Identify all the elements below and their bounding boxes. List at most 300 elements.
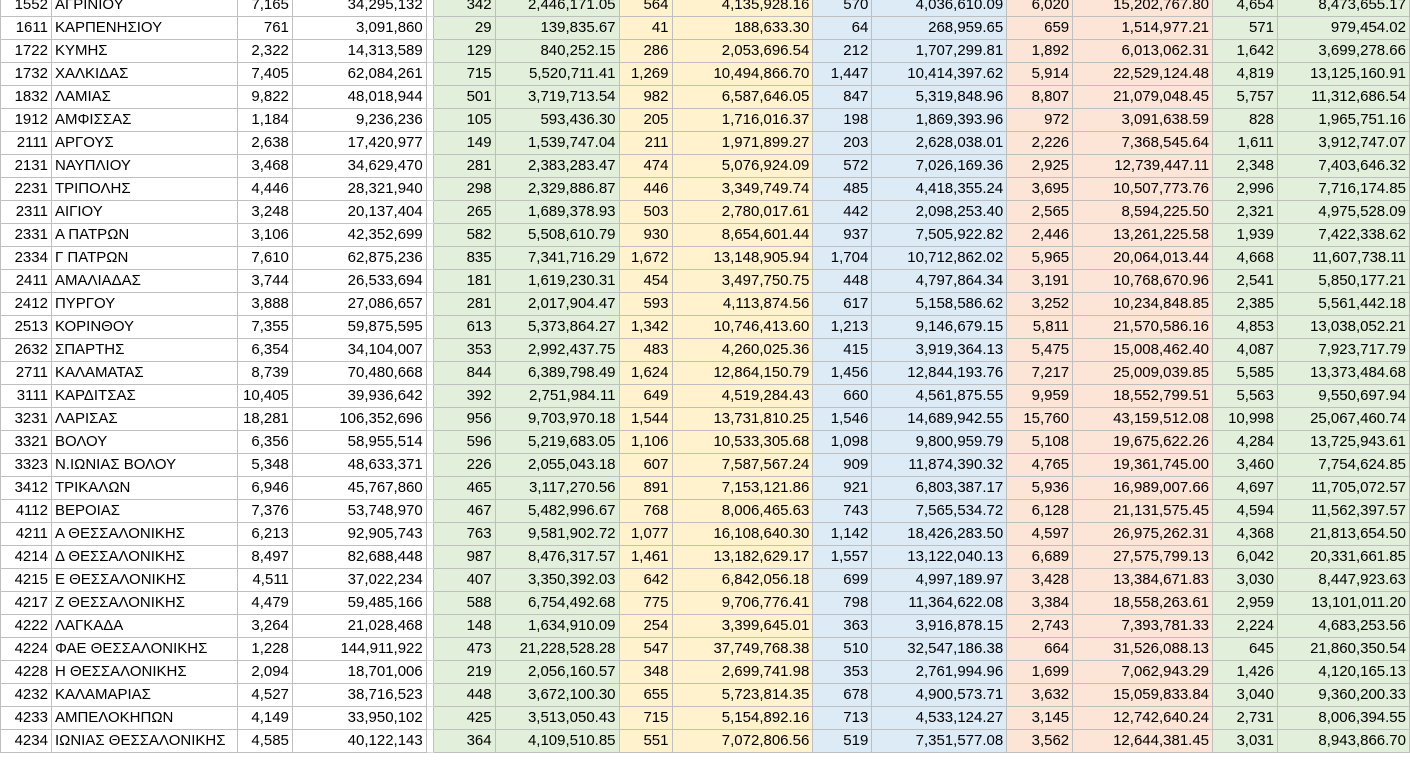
cell-office-name[interactable]: ΛΑΓΚΑΔΑ [51, 615, 237, 638]
cell-count-blue[interactable]: 1,142 [813, 523, 872, 546]
cell-amount-yellow[interactable]: 7,587,567.24 [672, 454, 813, 477]
cell-count-green-2[interactable]: 5,563 [1213, 385, 1278, 408]
cell-amount-yellow[interactable]: 5,723,814.35 [672, 684, 813, 707]
cell-count-green-2[interactable]: 4,654 [1213, 0, 1278, 17]
cell-office-code[interactable]: 2711 [1, 362, 52, 385]
cell-amount-green[interactable]: 840,252.15 [495, 40, 619, 63]
cell-count-total[interactable]: 3,248 [237, 201, 292, 224]
cell-amount-green-2[interactable]: 5,561,442.18 [1277, 293, 1409, 316]
cell-amount-green-2[interactable]: 21,860,350.54 [1277, 638, 1409, 661]
cell-count-yellow[interactable]: 446 [619, 178, 672, 201]
cell-amount-yellow[interactable]: 2,780,017.61 [672, 201, 813, 224]
cell-office-name[interactable]: Ν.ΙΩΝΙΑΣ ΒΟΛΟΥ [51, 454, 237, 477]
cell-count-green-2[interactable]: 1,939 [1213, 224, 1278, 247]
cell-count-blue[interactable]: 678 [813, 684, 872, 707]
cell-amount-blue[interactable]: 4,036,610.09 [872, 0, 1007, 17]
cell-count-peach[interactable]: 3,695 [1007, 178, 1073, 201]
cell-amount-total[interactable]: 9,236,236 [292, 109, 426, 132]
cell-count-green[interactable]: 465 [433, 477, 495, 500]
cell-office-name[interactable]: ΛΑΜΙΑΣ [51, 86, 237, 109]
cell-amount-blue[interactable]: 4,900,573.71 [872, 684, 1007, 707]
cell-amount-green-2[interactable]: 11,607,738.11 [1277, 247, 1409, 270]
cell-amount-green[interactable]: 9,703,970.18 [495, 408, 619, 431]
cell-count-green[interactable]: 987 [433, 546, 495, 569]
cell-amount-peach[interactable]: 6,013,062.31 [1073, 40, 1213, 63]
cell-count-total[interactable]: 3,888 [237, 293, 292, 316]
cell-count-total[interactable]: 4,511 [237, 569, 292, 592]
cell-office-name[interactable]: ΤΡΙΚΑΛΩΝ [51, 477, 237, 500]
cell-amount-yellow[interactable]: 3,349,749.74 [672, 178, 813, 201]
cell-amount-blue[interactable]: 268,959.65 [872, 17, 1007, 40]
cell-office-name[interactable]: Γ ΠΑΤΡΩΝ [51, 247, 237, 270]
cell-count-blue[interactable]: 847 [813, 86, 872, 109]
cell-count-yellow[interactable]: 655 [619, 684, 672, 707]
cell-amount-peach[interactable]: 1,514,977.21 [1073, 17, 1213, 40]
cell-count-blue[interactable]: 1,704 [813, 247, 872, 270]
cell-amount-green-2[interactable]: 9,550,697.94 [1277, 385, 1409, 408]
cell-amount-peach[interactable]: 10,768,670.96 [1073, 270, 1213, 293]
cell-count-green-2[interactable]: 2,996 [1213, 178, 1278, 201]
cell-amount-peach[interactable]: 13,261,225.58 [1073, 224, 1213, 247]
cell-count-total[interactable]: 3,744 [237, 270, 292, 293]
cell-count-green[interactable]: 501 [433, 86, 495, 109]
cell-amount-peach[interactable]: 18,552,799.51 [1073, 385, 1213, 408]
cell-amount-yellow[interactable]: 12,864,150.79 [672, 362, 813, 385]
cell-count-green-2[interactable]: 2,321 [1213, 201, 1278, 224]
cell-office-name[interactable]: Ε ΘΕΣΣΑΛΟΝΙΚΗΣ [51, 569, 237, 592]
cell-count-blue[interactable]: 415 [813, 339, 872, 362]
cell-count-green[interactable]: 353 [433, 339, 495, 362]
cell-count-blue[interactable]: 572 [813, 155, 872, 178]
cell-count-yellow[interactable]: 775 [619, 592, 672, 615]
cell-count-blue[interactable]: 798 [813, 592, 872, 615]
cell-amount-green-2[interactable]: 3,912,747.07 [1277, 132, 1409, 155]
cell-office-code[interactable]: 1722 [1, 40, 52, 63]
cell-amount-green[interactable]: 2,383,283.47 [495, 155, 619, 178]
cell-office-name[interactable]: ΤΡΙΠΟΛΗΣ [51, 178, 237, 201]
cell-office-code[interactable]: 3231 [1, 408, 52, 431]
cell-amount-blue[interactable]: 11,364,622.08 [872, 592, 1007, 615]
cell-count-total[interactable]: 6,213 [237, 523, 292, 546]
cell-office-code[interactable]: 4112 [1, 500, 52, 523]
cell-count-total[interactable]: 2,638 [237, 132, 292, 155]
cell-count-green[interactable]: 582 [433, 224, 495, 247]
cell-amount-peach[interactable]: 10,234,848.85 [1073, 293, 1213, 316]
cell-amount-yellow[interactable]: 10,494,866.70 [672, 63, 813, 86]
cell-amount-blue[interactable]: 4,561,875.55 [872, 385, 1007, 408]
cell-count-peach[interactable]: 2,565 [1007, 201, 1073, 224]
cell-amount-peach[interactable]: 31,526,088.13 [1073, 638, 1213, 661]
cell-office-code[interactable]: 2334 [1, 247, 52, 270]
cell-count-yellow[interactable]: 1,461 [619, 546, 672, 569]
cell-office-code[interactable]: 4224 [1, 638, 52, 661]
cell-count-blue[interactable]: 699 [813, 569, 872, 592]
cell-count-blue[interactable]: 448 [813, 270, 872, 293]
cell-office-code[interactable]: 1611 [1, 17, 52, 40]
cell-amount-total[interactable]: 58,955,514 [292, 431, 426, 454]
cell-count-green[interactable]: 588 [433, 592, 495, 615]
cell-amount-green[interactable]: 139,835.67 [495, 17, 619, 40]
cell-amount-blue[interactable]: 4,418,355.24 [872, 178, 1007, 201]
cell-amount-total[interactable]: 40,122,143 [292, 730, 426, 753]
cell-amount-peach[interactable]: 21,131,575.45 [1073, 500, 1213, 523]
cell-count-green[interactable]: 105 [433, 109, 495, 132]
cell-amount-blue[interactable]: 5,319,848.96 [872, 86, 1007, 109]
cell-office-code[interactable]: 2412 [1, 293, 52, 316]
cell-amount-yellow[interactable]: 1,716,016.37 [672, 109, 813, 132]
cell-count-peach[interactable]: 3,428 [1007, 569, 1073, 592]
cell-amount-blue[interactable]: 2,761,994.96 [872, 661, 1007, 684]
cell-office-code[interactable]: 3111 [1, 385, 52, 408]
cell-count-blue[interactable]: 1,098 [813, 431, 872, 454]
cell-count-green[interactable]: 613 [433, 316, 495, 339]
cell-amount-yellow[interactable]: 2,699,741.98 [672, 661, 813, 684]
cell-count-blue[interactable]: 909 [813, 454, 872, 477]
cell-amount-total[interactable]: 144,911,922 [292, 638, 426, 661]
cell-office-code[interactable]: 2513 [1, 316, 52, 339]
cell-count-peach[interactable]: 15,760 [1007, 408, 1073, 431]
cell-office-name[interactable]: ΙΩΝΙΑΣ ΘΕΣΣΑΛΟΝΙΚΗΣ [51, 730, 237, 753]
cell-count-total[interactable]: 18,281 [237, 408, 292, 431]
cell-count-green[interactable]: 448 [433, 684, 495, 707]
cell-amount-green[interactable]: 3,117,270.56 [495, 477, 619, 500]
cell-amount-total[interactable]: 92,905,743 [292, 523, 426, 546]
cell-count-yellow[interactable]: 41 [619, 17, 672, 40]
cell-amount-green-2[interactable]: 979,454.02 [1277, 17, 1409, 40]
cell-amount-total[interactable]: 53,748,970 [292, 500, 426, 523]
cell-amount-green-2[interactable]: 8,473,655.17 [1277, 0, 1409, 17]
cell-amount-green[interactable]: 6,389,798.49 [495, 362, 619, 385]
cell-amount-peach[interactable]: 20,064,013.44 [1073, 247, 1213, 270]
cell-office-name[interactable]: ΚΥΜΗΣ [51, 40, 237, 63]
cell-count-green-2[interactable]: 1,426 [1213, 661, 1278, 684]
cell-amount-green[interactable]: 1,619,230.31 [495, 270, 619, 293]
cell-amount-peach[interactable]: 7,368,545.64 [1073, 132, 1213, 155]
cell-amount-blue[interactable]: 9,800,959.79 [872, 431, 1007, 454]
cell-amount-green-2[interactable]: 1,965,751.16 [1277, 109, 1409, 132]
cell-amount-green[interactable]: 5,482,996.67 [495, 500, 619, 523]
cell-office-code[interactable]: 2632 [1, 339, 52, 362]
cell-amount-peach[interactable]: 7,062,943.29 [1073, 661, 1213, 684]
cell-office-name[interactable]: Α ΠΑΤΡΩΝ [51, 224, 237, 247]
cell-count-peach[interactable]: 2,743 [1007, 615, 1073, 638]
cell-amount-peach[interactable]: 25,009,039.85 [1073, 362, 1213, 385]
cell-office-name[interactable]: ΚΑΡΔΙΤΣΑΣ [51, 385, 237, 408]
cell-count-green[interactable]: 467 [433, 500, 495, 523]
cell-amount-green[interactable]: 8,476,317.57 [495, 546, 619, 569]
cell-count-yellow[interactable]: 1,624 [619, 362, 672, 385]
cell-count-peach[interactable]: 972 [1007, 109, 1073, 132]
cell-amount-blue[interactable]: 4,797,864.34 [872, 270, 1007, 293]
cell-amount-blue[interactable]: 6,803,387.17 [872, 477, 1007, 500]
cell-amount-yellow[interactable]: 10,533,305.68 [672, 431, 813, 454]
cell-office-name[interactable]: Ζ ΘΕΣΣΑΛΟΝΙΚΗΣ [51, 592, 237, 615]
cell-count-yellow[interactable]: 715 [619, 707, 672, 730]
cell-count-total[interactable]: 5,348 [237, 454, 292, 477]
cell-amount-green[interactable]: 5,520,711.41 [495, 63, 619, 86]
cell-count-blue[interactable]: 212 [813, 40, 872, 63]
cell-count-green-2[interactable]: 571 [1213, 17, 1278, 40]
cell-count-yellow[interactable]: 1,269 [619, 63, 672, 86]
cell-count-total[interactable]: 6,354 [237, 339, 292, 362]
cell-amount-blue[interactable]: 2,628,038.01 [872, 132, 1007, 155]
cell-amount-green[interactable]: 593,436.30 [495, 109, 619, 132]
cell-count-yellow[interactable]: 593 [619, 293, 672, 316]
cell-count-peach[interactable]: 5,811 [1007, 316, 1073, 339]
cell-amount-blue[interactable]: 10,712,862.02 [872, 247, 1007, 270]
cell-count-green-2[interactable]: 2,224 [1213, 615, 1278, 638]
cell-amount-green-2[interactable]: 3,699,278.66 [1277, 40, 1409, 63]
cell-amount-blue[interactable]: 3,919,364.13 [872, 339, 1007, 362]
cell-count-total[interactable]: 4,527 [237, 684, 292, 707]
cell-count-green-2[interactable]: 4,087 [1213, 339, 1278, 362]
cell-count-yellow[interactable]: 607 [619, 454, 672, 477]
cell-count-green-2[interactable]: 5,585 [1213, 362, 1278, 385]
cell-amount-total[interactable]: 28,321,940 [292, 178, 426, 201]
cell-office-name[interactable]: ΣΠΑΡΤΗΣ [51, 339, 237, 362]
cell-amount-total[interactable]: 20,137,404 [292, 201, 426, 224]
cell-amount-yellow[interactable]: 7,072,806.56 [672, 730, 813, 753]
cell-count-green-2[interactable]: 4,697 [1213, 477, 1278, 500]
cell-amount-green-2[interactable]: 7,403,646.32 [1277, 155, 1409, 178]
cell-amount-blue[interactable]: 4,533,124.27 [872, 707, 1007, 730]
cell-count-blue[interactable]: 660 [813, 385, 872, 408]
cell-count-green-2[interactable]: 2,541 [1213, 270, 1278, 293]
cell-amount-green[interactable]: 2,992,437.75 [495, 339, 619, 362]
cell-amount-peach[interactable]: 10,507,773.76 [1073, 178, 1213, 201]
cell-amount-yellow[interactable]: 1,971,899.27 [672, 132, 813, 155]
cell-amount-peach[interactable]: 19,675,622.26 [1073, 431, 1213, 454]
cell-amount-total[interactable]: 59,485,166 [292, 592, 426, 615]
cell-amount-green-2[interactable]: 11,562,397.57 [1277, 500, 1409, 523]
cell-count-yellow[interactable]: 1,106 [619, 431, 672, 454]
cell-amount-green[interactable]: 21,228,528.28 [495, 638, 619, 661]
cell-amount-yellow[interactable]: 6,587,646.05 [672, 86, 813, 109]
cell-count-blue[interactable]: 510 [813, 638, 872, 661]
cell-amount-peach[interactable]: 15,008,462.40 [1073, 339, 1213, 362]
cell-amount-blue[interactable]: 1,869,393.96 [872, 109, 1007, 132]
cell-count-total[interactable]: 7,610 [237, 247, 292, 270]
cell-count-peach[interactable]: 6,020 [1007, 0, 1073, 17]
cell-count-total[interactable]: 3,264 [237, 615, 292, 638]
cell-count-green[interactable]: 29 [433, 17, 495, 40]
cell-amount-yellow[interactable]: 9,706,776.41 [672, 592, 813, 615]
cell-amount-total[interactable]: 82,688,448 [292, 546, 426, 569]
cell-amount-green-2[interactable]: 7,422,338.62 [1277, 224, 1409, 247]
cell-amount-total[interactable]: 42,352,699 [292, 224, 426, 247]
cell-office-code[interactable]: 4233 [1, 707, 52, 730]
cell-amount-blue[interactable]: 2,098,253.40 [872, 201, 1007, 224]
cell-amount-peach[interactable]: 26,975,262.31 [1073, 523, 1213, 546]
cell-amount-green-2[interactable]: 25,067,460.74 [1277, 408, 1409, 431]
cell-amount-green-2[interactable]: 4,683,253.56 [1277, 615, 1409, 638]
cell-amount-blue[interactable]: 3,916,878.15 [872, 615, 1007, 638]
cell-office-code[interactable]: 1732 [1, 63, 52, 86]
cell-count-blue[interactable]: 1,546 [813, 408, 872, 431]
cell-amount-green-2[interactable]: 8,006,394.55 [1277, 707, 1409, 730]
cell-count-green-2[interactable]: 4,853 [1213, 316, 1278, 339]
cell-amount-blue[interactable]: 10,414,397.62 [872, 63, 1007, 86]
cell-amount-total[interactable]: 27,086,657 [292, 293, 426, 316]
cell-count-green[interactable]: 407 [433, 569, 495, 592]
cell-count-total[interactable]: 4,585 [237, 730, 292, 753]
cell-count-peach[interactable]: 4,765 [1007, 454, 1073, 477]
cell-count-blue[interactable]: 198 [813, 109, 872, 132]
cell-count-total[interactable]: 761 [237, 17, 292, 40]
cell-office-name[interactable]: ΚΟΡΙΝΘΟΥ [51, 316, 237, 339]
cell-office-name[interactable]: ΝΑΥΠΛΙΟΥ [51, 155, 237, 178]
cell-count-total[interactable]: 1,228 [237, 638, 292, 661]
cell-amount-total[interactable]: 3,091,860 [292, 17, 426, 40]
cell-count-green-2[interactable]: 5,757 [1213, 86, 1278, 109]
cell-count-green-2[interactable]: 4,594 [1213, 500, 1278, 523]
cell-count-green[interactable]: 181 [433, 270, 495, 293]
cell-count-yellow[interactable]: 1,342 [619, 316, 672, 339]
cell-count-green[interactable]: 473 [433, 638, 495, 661]
cell-amount-blue[interactable]: 1,707,299.81 [872, 40, 1007, 63]
cell-amount-total[interactable]: 70,480,668 [292, 362, 426, 385]
cell-amount-yellow[interactable]: 5,076,924.09 [672, 155, 813, 178]
cell-amount-yellow[interactable]: 4,135,928.16 [672, 0, 813, 17]
cell-office-code[interactable]: 2311 [1, 201, 52, 224]
cell-count-blue[interactable]: 1,447 [813, 63, 872, 86]
cell-amount-total[interactable]: 62,084,261 [292, 63, 426, 86]
cell-amount-green[interactable]: 2,329,886.87 [495, 178, 619, 201]
cell-office-code[interactable]: 2411 [1, 270, 52, 293]
cell-office-code[interactable]: 2331 [1, 224, 52, 247]
cell-count-blue[interactable]: 1,456 [813, 362, 872, 385]
cell-office-name[interactable]: ΒΕΡΟΙΑΣ [51, 500, 237, 523]
cell-count-total[interactable]: 3,468 [237, 155, 292, 178]
cell-count-yellow[interactable]: 768 [619, 500, 672, 523]
cell-amount-peach[interactable]: 12,644,381.45 [1073, 730, 1213, 753]
cell-amount-yellow[interactable]: 13,182,629.17 [672, 546, 813, 569]
cell-amount-green-2[interactable]: 4,975,528.09 [1277, 201, 1409, 224]
cell-count-yellow[interactable]: 891 [619, 477, 672, 500]
cell-count-yellow[interactable]: 1,077 [619, 523, 672, 546]
cell-amount-yellow[interactable]: 4,260,025.36 [672, 339, 813, 362]
cell-amount-peach[interactable]: 16,989,007.66 [1073, 477, 1213, 500]
cell-count-total[interactable]: 2,094 [237, 661, 292, 684]
cell-amount-blue[interactable]: 9,146,679.15 [872, 316, 1007, 339]
cell-office-name[interactable]: ΦΑΕ ΘΕΣΣΑΛΟΝΙΚΗΣ [51, 638, 237, 661]
cell-count-yellow[interactable]: 205 [619, 109, 672, 132]
cell-amount-blue[interactable]: 5,158,586.62 [872, 293, 1007, 316]
cell-amount-peach[interactable]: 21,570,586.16 [1073, 316, 1213, 339]
cell-amount-yellow[interactable]: 7,153,121.86 [672, 477, 813, 500]
cell-count-green[interactable]: 148 [433, 615, 495, 638]
cell-count-green-2[interactable]: 4,819 [1213, 63, 1278, 86]
cell-amount-green-2[interactable]: 5,850,177.21 [1277, 270, 1409, 293]
cell-count-peach[interactable]: 5,475 [1007, 339, 1073, 362]
cell-amount-green[interactable]: 1,689,378.93 [495, 201, 619, 224]
cell-amount-peach[interactable]: 8,594,225.50 [1073, 201, 1213, 224]
cell-amount-yellow[interactable]: 13,731,810.25 [672, 408, 813, 431]
cell-amount-green[interactable]: 9,581,902.72 [495, 523, 619, 546]
cell-count-yellow[interactable]: 930 [619, 224, 672, 247]
cell-amount-yellow[interactable]: 3,399,645.01 [672, 615, 813, 638]
cell-amount-blue[interactable]: 7,026,169.36 [872, 155, 1007, 178]
cell-count-yellow[interactable]: 286 [619, 40, 672, 63]
cell-amount-total[interactable]: 14,313,589 [292, 40, 426, 63]
cell-amount-yellow[interactable]: 6,842,056.18 [672, 569, 813, 592]
cell-amount-blue[interactable]: 7,505,922.82 [872, 224, 1007, 247]
cell-amount-green-2[interactable]: 20,331,661.85 [1277, 546, 1409, 569]
cell-count-peach[interactable]: 664 [1007, 638, 1073, 661]
cell-amount-peach[interactable]: 13,384,671.83 [1073, 569, 1213, 592]
cell-amount-green[interactable]: 7,341,716.29 [495, 247, 619, 270]
cell-amount-green-2[interactable]: 4,120,165.13 [1277, 661, 1409, 684]
cell-office-code[interactable]: 4211 [1, 523, 52, 546]
cell-amount-blue[interactable]: 18,426,283.50 [872, 523, 1007, 546]
cell-amount-total[interactable]: 59,875,595 [292, 316, 426, 339]
cell-count-green-2[interactable]: 2,348 [1213, 155, 1278, 178]
cell-count-green[interactable]: 342 [433, 0, 495, 17]
cell-office-code[interactable]: 2131 [1, 155, 52, 178]
cell-count-peach[interactable]: 7,217 [1007, 362, 1073, 385]
cell-count-yellow[interactable]: 503 [619, 201, 672, 224]
cell-count-total[interactable]: 6,946 [237, 477, 292, 500]
cell-amount-green[interactable]: 5,373,864.27 [495, 316, 619, 339]
cell-count-blue[interactable]: 921 [813, 477, 872, 500]
cell-amount-blue[interactable]: 32,547,186.38 [872, 638, 1007, 661]
cell-amount-yellow[interactable]: 5,154,892.16 [672, 707, 813, 730]
cell-count-yellow[interactable]: 1,544 [619, 408, 672, 431]
cell-count-total[interactable]: 2,322 [237, 40, 292, 63]
cell-office-name[interactable]: ΑΙΓΙΟΥ [51, 201, 237, 224]
cell-amount-green-2[interactable]: 9,360,200.33 [1277, 684, 1409, 707]
cell-count-green[interactable]: 835 [433, 247, 495, 270]
cell-amount-blue[interactable]: 13,122,040.13 [872, 546, 1007, 569]
cell-amount-green[interactable]: 5,219,683.05 [495, 431, 619, 454]
cell-amount-peach[interactable]: 21,079,048.45 [1073, 86, 1213, 109]
cell-office-name[interactable]: ΚΑΛΑΜΑΤΑΣ [51, 362, 237, 385]
cell-amount-total[interactable]: 39,936,642 [292, 385, 426, 408]
cell-amount-peach[interactable]: 15,059,833.84 [1073, 684, 1213, 707]
cell-count-blue[interactable]: 519 [813, 730, 872, 753]
cell-count-green-2[interactable]: 10,998 [1213, 408, 1278, 431]
cell-count-peach[interactable]: 2,446 [1007, 224, 1073, 247]
cell-count-yellow[interactable]: 483 [619, 339, 672, 362]
cell-count-green-2[interactable]: 2,959 [1213, 592, 1278, 615]
cell-amount-blue[interactable]: 11,874,390.32 [872, 454, 1007, 477]
cell-amount-peach[interactable]: 27,575,799.13 [1073, 546, 1213, 569]
cell-amount-peach[interactable]: 18,558,263.61 [1073, 592, 1213, 615]
cell-amount-blue[interactable]: 7,565,534.72 [872, 500, 1007, 523]
cell-office-code[interactable]: 4232 [1, 684, 52, 707]
cell-office-code[interactable]: 4215 [1, 569, 52, 592]
cell-amount-green-2[interactable]: 13,725,943.61 [1277, 431, 1409, 454]
cell-count-peach[interactable]: 659 [1007, 17, 1073, 40]
cell-amount-blue[interactable]: 7,351,577.08 [872, 730, 1007, 753]
cell-amount-yellow[interactable]: 3,497,750.75 [672, 270, 813, 293]
cell-office-name[interactable]: ΚΑΛΑΜΑΡΙΑΣ [51, 684, 237, 707]
cell-count-green-2[interactable]: 4,368 [1213, 523, 1278, 546]
cell-amount-total[interactable]: 34,295,132 [292, 0, 426, 17]
cell-count-peach[interactable]: 3,562 [1007, 730, 1073, 753]
cell-amount-peach[interactable]: 12,742,640.24 [1073, 707, 1213, 730]
cell-amount-total[interactable]: 17,420,977 [292, 132, 426, 155]
cell-count-yellow[interactable]: 547 [619, 638, 672, 661]
cell-office-name[interactable]: ΑΜΠΕΛΟΚΗΠΩΝ [51, 707, 237, 730]
cell-count-peach[interactable]: 5,914 [1007, 63, 1073, 86]
cell-count-peach[interactable]: 2,925 [1007, 155, 1073, 178]
cell-amount-yellow[interactable]: 8,654,601.44 [672, 224, 813, 247]
cell-office-name[interactable]: ΑΓΡΙΝΙΟΥ [51, 0, 237, 17]
cell-amount-peach[interactable]: 19,361,745.00 [1073, 454, 1213, 477]
cell-office-code[interactable]: 4234 [1, 730, 52, 753]
cell-amount-green[interactable]: 1,634,910.09 [495, 615, 619, 638]
